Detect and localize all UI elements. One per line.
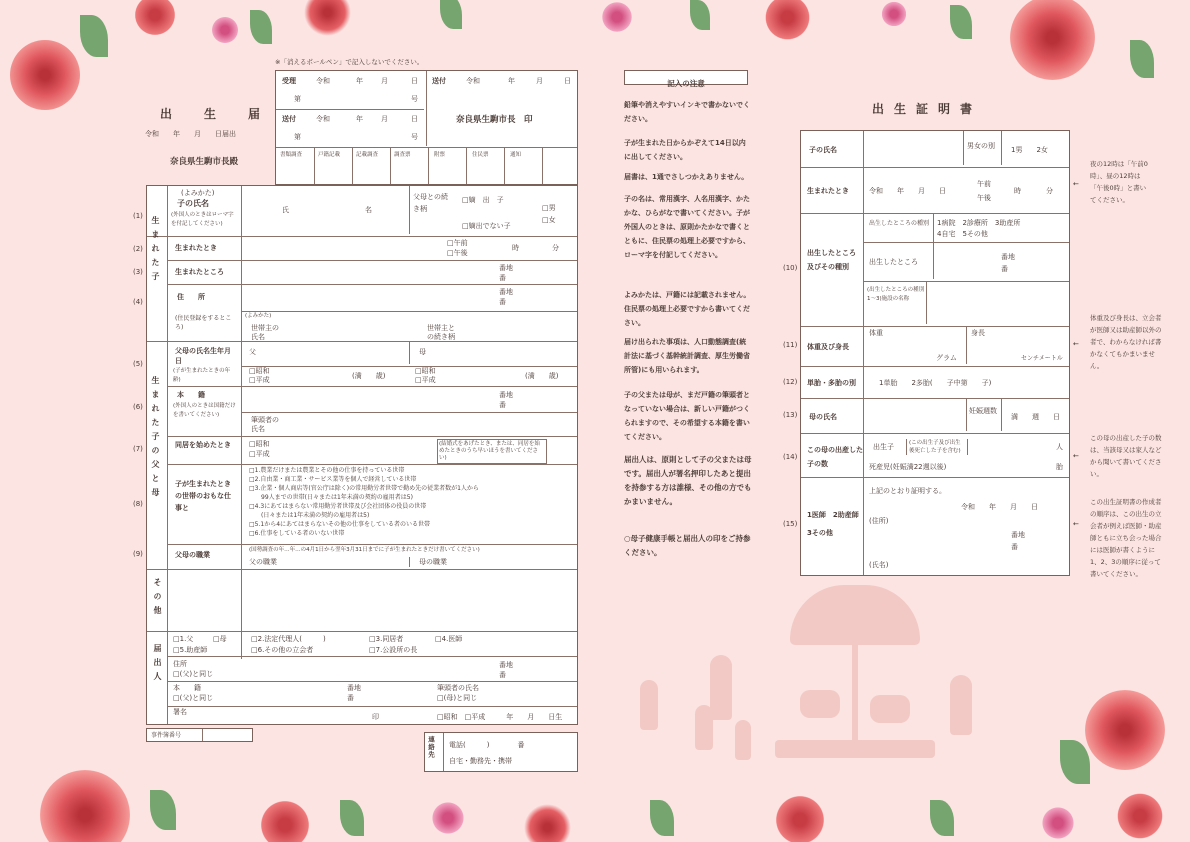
rose-flower-icon [1010,0,1095,80]
birth-notice-title: 出 生 届 [160,107,271,121]
rose-flower-icon [1085,690,1165,770]
rose-flower-icon [255,795,315,842]
leaf-icon [340,800,364,836]
informant-father[interactable]: □1.父 [173,635,194,643]
cert-place-options-2[interactable]: 4自宅 5その他 [937,230,988,238]
birth-notice-form: 生まれた子 (よみかた) 子の氏名 (外国人のときはローマ字を付記してください) 氏 名 父母との続き柄 □嫡 出 子 □嫡出でない子 □男 □女 生まれたとき □午前 □午後 時 分 生まれたところ 番地 番 住 所 番地 番 (住民登録をするところ) (よみかた) 世帯主の氏名 世帯主との続き柄 生まれた子の父と母 父母の氏名生年月日 (子が生まれたときの年齢) 父 母 □昭和 □平成 (満 歳) □昭和 □平成 (満 歳) 本 籍 (外国人のときは国籍だけを書いてください) 番地 番 筆頭者の氏名 同居を始めたとき □昭和 □平成 (結婚式をあげたとき、または、同居を始めたときのうち早いほうを書いてください) 子が生まれたときの世帯のおもな仕事と □1.農業だけまたは農業とその他の仕事を持っている世帯 □2.自由業・商工業・サービス業等を個人で経営している世帯 □3.企業・個人商店等(官公庁は除く)の常用勤労者世帯で勤め先の従業者数が1人から 99人までの世帯(日々または1年未満の契約の雇用者は5) □4.3にあてはまらない常用勤労者世帯及び会社団体の役員の世帯 (日々または1年未満の契約の雇用者は5) □5.1から4にあてはまらないその他の仕事をしている者のいる世帯 □6.仕事をしている者のいない世帯 父母の職業 (国勢調査の年…年…の4月1日から翌年3月31日までに子が生まれたときだけ書いてください) 父の職業 母の職業 その他 届出人 □1.父 □母 □2.法定代理人( ) □3.同居者 □4.医師 □5.助産師 □6.その他の立会者 □7.公設所の長 住所 □(父)と同じ 番地 番 本 籍 □(父)と同じ 番地 番 筆頭者の氏名 □(母)と同じ 署名 印 □昭和 □平成 年 月 日生 [146,185,578,725]
contact-box: 連絡先 電話( ) 番 自宅・勤務先・携帯 [424,732,578,772]
cert-am[interactable]: 午前 [977,180,991,188]
certificate-title: 出生証明書 [872,102,983,116]
pink-flower-icon [600,0,634,34]
rose-flower-icon [520,800,575,842]
leaf-icon [650,800,674,836]
leaf-icon [930,800,954,836]
female-checkbox[interactable]: □女 [542,216,556,224]
cert-place-options[interactable]: 1病院 2診療所 3助産所 [937,219,1021,227]
informant-cohabitant[interactable]: □3.同居者 [369,635,404,643]
arrow-left-icon: ← [1073,452,1079,460]
pink-flower-icon [1110,790,1170,842]
informant-mother[interactable]: □母 [213,635,227,643]
work-option-2[interactable]: □2.自由業・商工業・サービス業等を個人で経営している世帯 [249,476,417,483]
notes-title-box: 記入の注意 [624,70,748,85]
rose-flower-icon [300,0,355,40]
pink-flower-icon [430,800,466,836]
leaf-icon [80,15,108,57]
notice-date-line: 令和 年 月 日届出 [145,130,236,138]
pink-flower-icon [210,15,240,45]
cohab-heisei-checkbox[interactable]: □平成 [249,450,270,458]
work-option-1[interactable]: □1.農業だけまたは農業とその他の仕事を持っている世帯 [249,467,405,474]
child-icon [735,720,751,760]
legitimate-checkbox[interactable]: □嫡 出 子 [462,196,504,204]
rose-flower-icon [10,40,80,110]
rose-flower-icon [770,790,830,842]
child-icon [710,655,732,720]
male-checkbox[interactable]: □男 [542,204,556,212]
ballpoint-warning: ※「消えるボールペン」で記入しないでください。 [275,58,424,66]
informant-guardian[interactable]: □2.法定代理人( ) [251,635,326,643]
hitto-same-checkbox[interactable]: □(母)と同じ [437,694,478,702]
leaf-icon [1060,740,1090,784]
horse-icon [800,690,840,718]
honseki-same-checkbox[interactable]: □(父)と同じ [173,694,214,702]
carousel-base-icon [775,740,935,758]
leaf-icon [150,790,176,830]
pink-flower-icon [1040,805,1076,841]
informant-midwife[interactable]: □5.助産師 [173,646,208,654]
child-icon [950,675,972,735]
arrow-left-icon: ← [1073,340,1079,348]
child-icon [695,705,713,750]
parents-section-label: 生まれた子の父と母 [151,376,160,502]
mother-showa-checkbox[interactable]: □昭和 [415,367,436,375]
informant-other-attendant[interactable]: □6.その他の立会者 [251,646,314,654]
work-option-6[interactable]: □6.仕事をしている者のいない世帯 [249,530,345,537]
pm-checkbox[interactable]: □午後 [447,249,468,257]
father-heisei-checkbox[interactable]: □平成 [249,376,270,384]
cert-pm[interactable]: 午後 [977,194,991,202]
receiving-mayor: 奈良県生駒市長 印 [456,115,533,125]
work-option-4[interactable]: □4.3にあてはまらない常用勤労者世帯及び会社団体の役員の世帯 [249,503,427,510]
child-icon [640,680,658,730]
contact-phone[interactable]: 電話( ) 番 [449,741,525,749]
horse-icon [870,695,910,723]
leaf-icon [250,10,272,44]
notice-addressee: 奈良県生駒市長殿 [170,157,239,167]
work-option-5[interactable]: □5.1から4にあてはまらないその他の仕事をしている者のいる世帯 [249,521,431,528]
address-same-checkbox[interactable]: □(父)と同じ [173,670,214,678]
case-number-box: 事件簿番号 [146,728,253,742]
carousel-roof-icon [790,585,920,645]
leaf-icon [950,5,972,39]
cert-sex-options[interactable]: 1男 2女 [1011,146,1048,154]
arrow-left-icon: ← [1073,180,1079,188]
work-option-3[interactable]: □3.企業・個人商店等(官公庁は除く)の常用勤労者世帯で勤め先の従業者数が1人から [249,485,479,492]
receipt-box: 受理 令和 年 月 日 第 号 送付 令和 年 月 日 第 号 送付 令和 年 月 日 奈良県生駒市長 印 書類調査 戸籍記載 記載調査 調査票 附票 住民票 通知 [275,70,578,185]
cohab-showa-checkbox[interactable]: □昭和 [249,440,270,448]
carousel-pole-icon [852,640,858,750]
nonlegitimate-checkbox[interactable]: □嫡出でない子 [462,222,511,230]
rose-flower-icon [40,770,130,842]
leaf-icon [1130,40,1154,78]
leaf-icon [690,0,710,30]
informant-facility-head[interactable]: □7.公設所の長 [369,646,418,654]
father-showa-checkbox[interactable]: □昭和 [249,367,270,375]
pink-flower-icon [880,0,908,28]
birth-certificate-form: 子の氏名 男女の別 1男 2女 生まれたとき 令和 年 月 日 午前 午後 時 分 出生したところ及びその種別 出生したところの種別 1病院 2診療所 3助産所 4自宅 5その他 出生したところ 番地 番 (出生したところの種別1〜3)施設の名称 体重及び身長 体重 グラム 身長 センチメートル 単胎・多胎の別 1単胎 2多胎( 子中第 子) 母の氏名 妊娠週数 満 週 日 この母の出産した子の数 出生子 (この出生子及び出生後死亡した子を含む) 人 死産児(妊娠満22週以後) 胎 1医師 2助産師 3その他 上記のとおり証明する。 令和 年 月 日 (住所) 番地 番 (氏名) [800,130,1070,576]
mother-heisei-checkbox[interactable]: □平成 [415,376,436,384]
child-section-label: 生まれた子 [151,216,160,286]
am-checkbox[interactable]: □午前 [447,239,468,247]
informant-doctor[interactable]: □4.医師 [435,635,463,643]
arrow-left-icon: ← [1073,520,1079,528]
leaf-icon [440,0,462,29]
rose-flower-icon [130,0,180,40]
rose-flower-icon [760,0,815,45]
cert-multiple-birth[interactable]: 1単胎 2多胎( 子中第 子) [879,379,992,387]
